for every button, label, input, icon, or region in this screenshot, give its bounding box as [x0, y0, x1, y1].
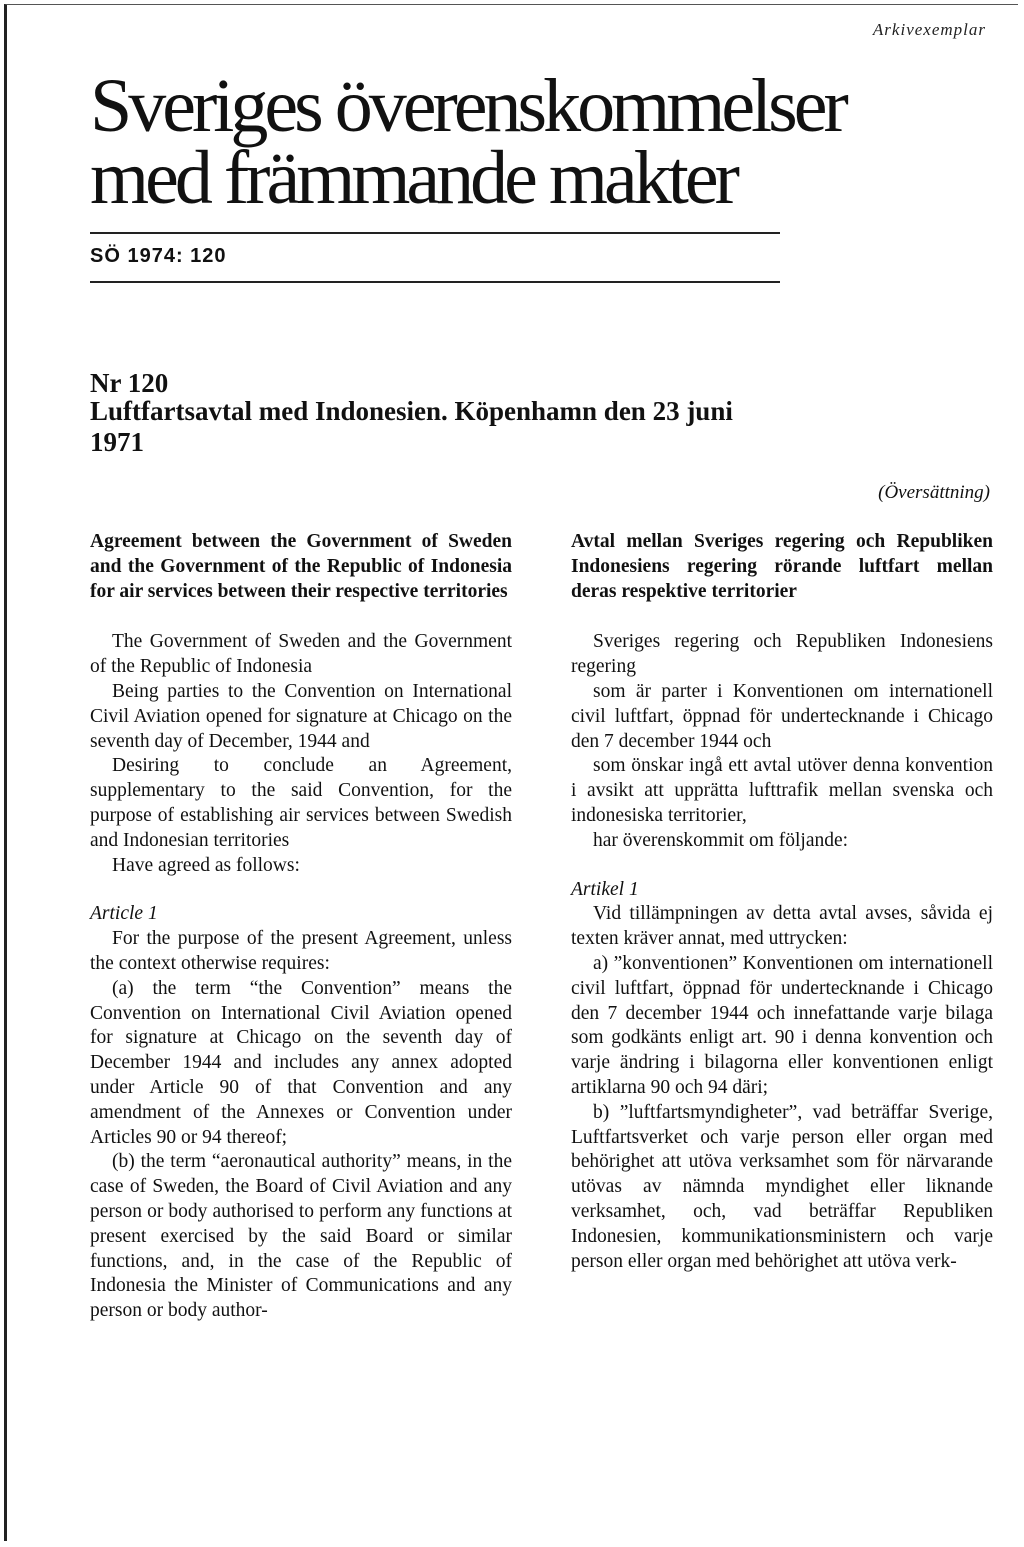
english-paragraph: For the purpose of the present Agreement, unless the context otherwise requires:: [90, 928, 512, 974]
series-title-line-2: med främmande makter: [90, 136, 736, 220]
translation-note: (Översättning): [878, 482, 990, 503]
swedish-article-heading: Artikel 1: [571, 878, 639, 900]
english-paragraph: Have agreed as follows:: [112, 854, 300, 876]
english-paragraph: (a) the term “the Convention” means the Convention on International Civil Aviation opened for signature at Chicago on the seventh day of December 1944 and includes any annex adopted under Article 90 of that Convention and any amendment of the Annexes or Convention under Articles 90 or 94 thereof;: [90, 977, 512, 1148]
english-paragraph: The Government of Sweden and the Government of the Republic of Indonesia: [90, 631, 512, 678]
swedish-paragraph: Vid tillämpningen av detta avtal avses, såvida ej texten kräver annat, med uttrycken:: [571, 903, 993, 950]
swedish-heading: Avtal mellan Sveriges regering och Republiken Indonesiens regering rörande luftfart mellan deras respektive territorier: [571, 531, 993, 602]
reference-code: SÖ 1974: 120: [90, 245, 227, 267]
english-column: [90, 530, 512, 1324]
top-divider: [90, 232, 780, 234]
english-paragraph: Being parties to the Convention on International Civil Aviation opened for signature at Chicago on the seventh day of December, 1944 and: [90, 680, 512, 752]
swedish-paragraph: som är parter i Konventionen om internationell civil luftfart, öppnad för undertecknande i Chicago den 7 december 1944 och: [571, 680, 993, 752]
swedish-paragraph: b) ”luftfartsmyndigheter”, vad beträffar Sverige, Luftfartsverket och varje person eller organ med behörighet att utöva verksamhet som för närvarande utövas av nämnda myndighet eller liknande verksamhet, och, vad beträffar Republiken Indonesien, kommunikationsministern och varje person eller organ med behörighet att utöva verk-: [571, 1101, 993, 1272]
series-title: [90, 64, 845, 220]
english-article-heading: Article 1: [90, 903, 158, 925]
archive-stamp: Arkivexemplar: [872, 20, 986, 39]
english-heading: Agreement between the Government of Sweden and the Government of the Republic of Indonesia for air services between their respective territories: [90, 531, 512, 602]
series-title-line-1: Sveriges överenskommelser: [90, 64, 845, 148]
english-paragraph: Desiring to conclude an Agreement, supplementary to the said Convention, for the purpose of establishing air services between Swedish and Indonesian territories: [90, 755, 512, 851]
swedish-paragraph: a) ”konventionen” Konventionen om internationell civil luftfart, öppnad för undertecknande i Chicago den 7 december 1944 och innefattande varje bilaga som godkänts enligt art. 90 i denna konvention och varje ändring i bilagorna eller konventionen enligt artiklarna 90 och 94 däri;: [571, 952, 993, 1098]
english-paragraph: (b) the term “aeronautical authority” means, in the case of Sweden, the Board of Civil Aviation and any person or body authorised to perform any functions at present exercised by the said Board or similar functions, and, in the case of the Republic of Indonesia the Minister of Communications and any person or body author-: [90, 1151, 512, 1322]
swedish-paragraph: har överenskommit om följande:: [593, 829, 849, 851]
document-number: Nr 120: [90, 368, 169, 398]
bottom-divider: [90, 281, 780, 283]
document-title: Luftfartsavtal med Indonesien. Köpenhamn den 23 juni 1971: [90, 396, 733, 457]
swedish-column: [571, 530, 993, 1274]
swedish-paragraph: Sveriges regering och Republiken Indonesiens regering: [571, 631, 993, 678]
swedish-paragraph: som önskar ingå ett avtal utöver denna konvention i avsikt att upprätta lufttrafik mellan svenska och indonesiska territorier,: [571, 755, 993, 826]
